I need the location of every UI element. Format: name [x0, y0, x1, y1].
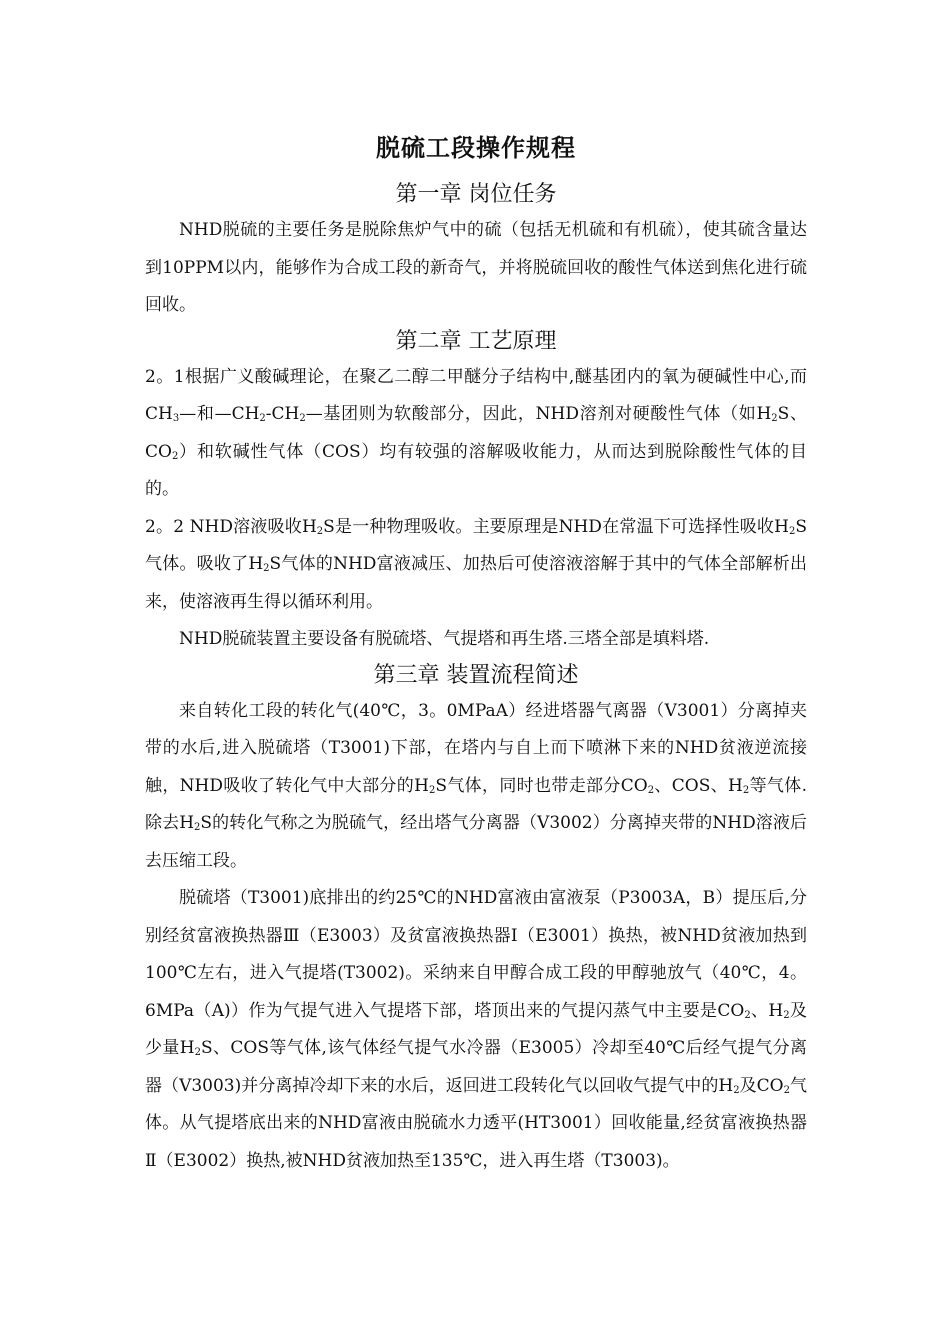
chapter-3-paragraph-2: 脱硫塔（T3001)底排出的约25℃的NHD富液由富液泵（P3003A，B）提压后,分别经贫富液换热器Ⅲ（E3003）及贫富液换热器Ⅰ（E3001）换热，被NHD贫液加热到100℃左右，进入气提塔(T3002)。采纳来自甲醇合成工段的甲醇驰放气（40℃，4。6MPa（A)）作为气提气进入气提塔下部，塔顶出来的气提闪蒸气中主要是$CO_2$、$H_2$及少量$H_2S$、COS等气体,该气体经气提气水冷器（E3005）冷却至40℃后经气提气分离器（V3003)并分离掉冷却下来的水后，返回进工段转化气以回收气提气中的$H_2$及$CO_2$气体。从气提塔底出来的NHD富液由脱硫水力透平(HT3001）回收能量,经贫富液换热器Ⅱ（E3002）换热,被NHD贫液加热至135℃，进入再生塔（T3003)。	[145, 888, 808, 1171]
chapter-1-heading: 第一章 岗位任务	[395, 182, 557, 207]
chapter-3-paragraph-1: 来自转化工段的转化气(40℃，3。0MPaA）经进塔器气离器（V3001）分离掉夹带的水后,进入脱硫塔（T3001)下部，在塔内与自上而下喷淋下来的NHD贫液逆流接触，NHD吸收了转化气中大部分的$H_2S$气体，同时也带走部分$CO_2$、COS、$H_2$等气体.除去$H_2S$的转化气称之为脱硫气，经出塔气分离器（V3002）分离掉夹带的NHD溶液后去压缩工段。	[145, 700, 808, 871]
chapter-1-paragraph-1: NHD脱硫的主要任务是脱除焦炉气中的硫（包括无机硫和有机硫），使其硫含量达到10PPM以内，能够作为合成工段的新奇气，并将脱硫回收的酸性气体送到焦化进行硫回收。	[145, 220, 807, 315]
document-title: 脱硫工段操作规程	[376, 134, 576, 162]
chapter-2-heading: 第二章 工艺原理	[395, 328, 557, 354]
chapter-2-paragraph-1: 2。1根据广义酸碱理论，在聚乙二醇二甲醚分子结构中,醚基团内的氧为硬碱性中心,而$CH_3—$和$—CH_2-CH_2—$基团则为软酸部分，因此，NHD溶剂对硬酸性气体（如$H_2S$、$CO_2$）和软碱性气体（COS）均有较强的溶解吸收能力，从而达到脱除酸性气体的目的。	[145, 366, 807, 499]
chapter-2-paragraph-3: NHD脱硫装置主要设备有脱硫塔、气提塔和再生塔.三塔全部是填料塔.	[179, 629, 710, 649]
chapter-3-heading: 第三章 装置流程简述	[373, 662, 579, 688]
document-page	[145, 130, 807, 1180]
chapter-2-paragraph-2: 2。2 NHD溶液吸收$H_2S$是一种物理吸收。主要原理是NHD在常温下可选择性吸收$H_2S$气体。吸收了$H_2S$气体的NHD富液减压、加热后可使溶液溶解于其中的气体全部解析出来，使溶液再生得以循环利用。	[145, 516, 807, 612]
